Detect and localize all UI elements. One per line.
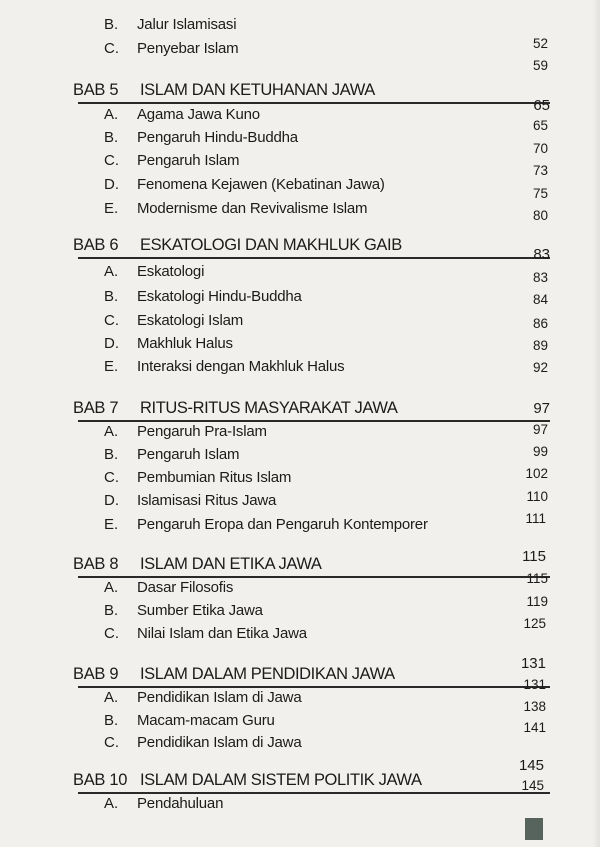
item-page-number: 110 [526,489,548,504]
item-title: Makhluk Halus [137,335,233,352]
item-letter: D. [104,335,119,352]
chapter-page-number: 97 [533,400,550,417]
chapter-page-number: 115 [522,548,546,565]
item-title: Jalur Islamisasi [137,16,237,33]
item-letter: B. [104,712,119,729]
chapter-title: ESKATOLOGI DAN MAKHLUK GAIB [140,236,402,254]
item-page-number: 86 [532,316,548,331]
item-title: Pengaruh Pra-Islam [137,423,267,440]
page-spine-shadow [592,0,600,847]
chapter-title: RITUS-RITUS MASYARAKAT JAWA [140,399,398,417]
item-letter: A. [104,689,119,706]
item-title: Pengaruh Islam [137,152,240,169]
item-page-number: 145 [521,778,544,793]
chapter-page-number: 65 [533,97,550,114]
item-letter: C. [104,152,119,169]
item-letter: A. [104,106,119,123]
item-title: Modernisme dan Revivalisme Islam [137,200,368,217]
item-title: Eskatologi [137,263,205,280]
chapter-title: ISLAM DALAM SISTEM POLITIK JAWA [140,771,422,789]
item-page-number: 138 [523,699,546,714]
item-letter: E. [104,516,119,533]
item-page-number: 111 [525,511,546,526]
chapter-page-number: 145 [518,757,544,774]
item-letter: B. [104,288,119,305]
item-page-number: 59 [532,58,548,73]
item-page-number: 75 [532,186,548,201]
item-title: Pendahuluan [137,795,224,812]
item-letter: A. [104,579,119,596]
item-letter: C. [104,469,119,486]
item-title: Pengaruh Hindu-Buddha [137,129,298,146]
item-title: Pendidikan Islam di Jawa [137,689,302,706]
item-page-number: 119 [526,594,548,609]
item-letter: B. [104,446,119,463]
item-page-number: 131 [523,677,546,692]
item-page-number: 141 [523,720,546,735]
item-title: Pengaruh Islam [137,446,240,463]
chapter-page-number: 83 [533,246,550,263]
item-letter: E. [104,200,119,217]
item-letter: B. [104,16,119,33]
item-title: Eskatologi Hindu-Buddha [137,288,302,305]
item-page-number: 70 [532,141,548,156]
item-page-number: 65 [532,118,548,133]
item-page-number: 80 [532,208,548,223]
toc-item [0,733,600,753]
item-letter: D. [104,492,119,509]
chapter-page-number: 131 [520,655,546,672]
chapter-label: BAB 5 [73,81,119,99]
corner-mark [525,818,543,840]
item-letter: C. [104,625,119,642]
item-letter: C. [104,40,119,57]
item-page-number: 125 [523,616,546,631]
chapter-title: ISLAM DALAM PENDIDIKAN JAWA [140,665,395,683]
chapter-title: ISLAM DAN KETUHANAN JAWA [140,81,375,99]
item-page-number: 84 [532,292,548,307]
chapter-label: BAB 7 [73,399,119,417]
item-title: Dasar Filosofis [137,579,234,596]
item-page-number: 97 [532,422,548,437]
item-page-number: 115 [526,571,548,586]
item-title: Penyebar Islam [137,40,239,57]
chapter-rule [78,257,550,259]
item-letter: C. [104,312,119,329]
toc-item [0,794,600,814]
item-letter: A. [104,263,119,280]
item-title: Islamisasi Ritus Jawa [137,492,277,509]
item-page-number: 73 [532,163,548,178]
item-letter: E. [104,358,119,375]
toc-item [0,15,600,35]
chapter-label: BAB 9 [73,665,119,683]
item-page-number: 52 [532,36,548,51]
item-title: Eskatologi Islam [137,312,244,329]
item-title: Sumber Etika Jawa [137,602,263,619]
item-title: Pendidikan Islam di Jawa [137,734,302,751]
item-letter: A. [104,423,119,440]
item-page-number: 89 [532,338,548,353]
item-letter: B. [104,602,119,619]
item-letter: C. [104,734,119,751]
item-title: Agama Jawa Kuno [137,106,260,123]
item-page-number: 92 [532,360,548,375]
chapter-label: BAB 8 [73,555,119,573]
item-page-number: 102 [525,466,548,481]
item-title: Interaksi dengan Makhluk Halus [137,358,345,375]
item-letter: A. [104,795,119,812]
chapter-label: BAB 10 [73,771,128,789]
item-page-number: 83 [532,270,548,285]
chapter-label: BAB 6 [73,236,119,254]
item-title: Pembumian Ritus Islam [137,469,292,486]
item-title: Pengaruh Eropa dan Pengaruh Kontemporer [137,516,428,533]
item-letter: B. [104,129,119,146]
item-title: Nilai Islam dan Etika Jawa [137,625,307,642]
item-page-number: 99 [532,444,548,459]
chapter-rule [78,102,550,104]
item-letter: D. [104,176,119,193]
item-title: Fenomena Kejawen (Kebatinan Jawa) [137,176,385,193]
chapter-title: ISLAM DAN ETIKA JAWA [140,555,322,573]
item-title: Macam-macam Guru [137,712,275,729]
